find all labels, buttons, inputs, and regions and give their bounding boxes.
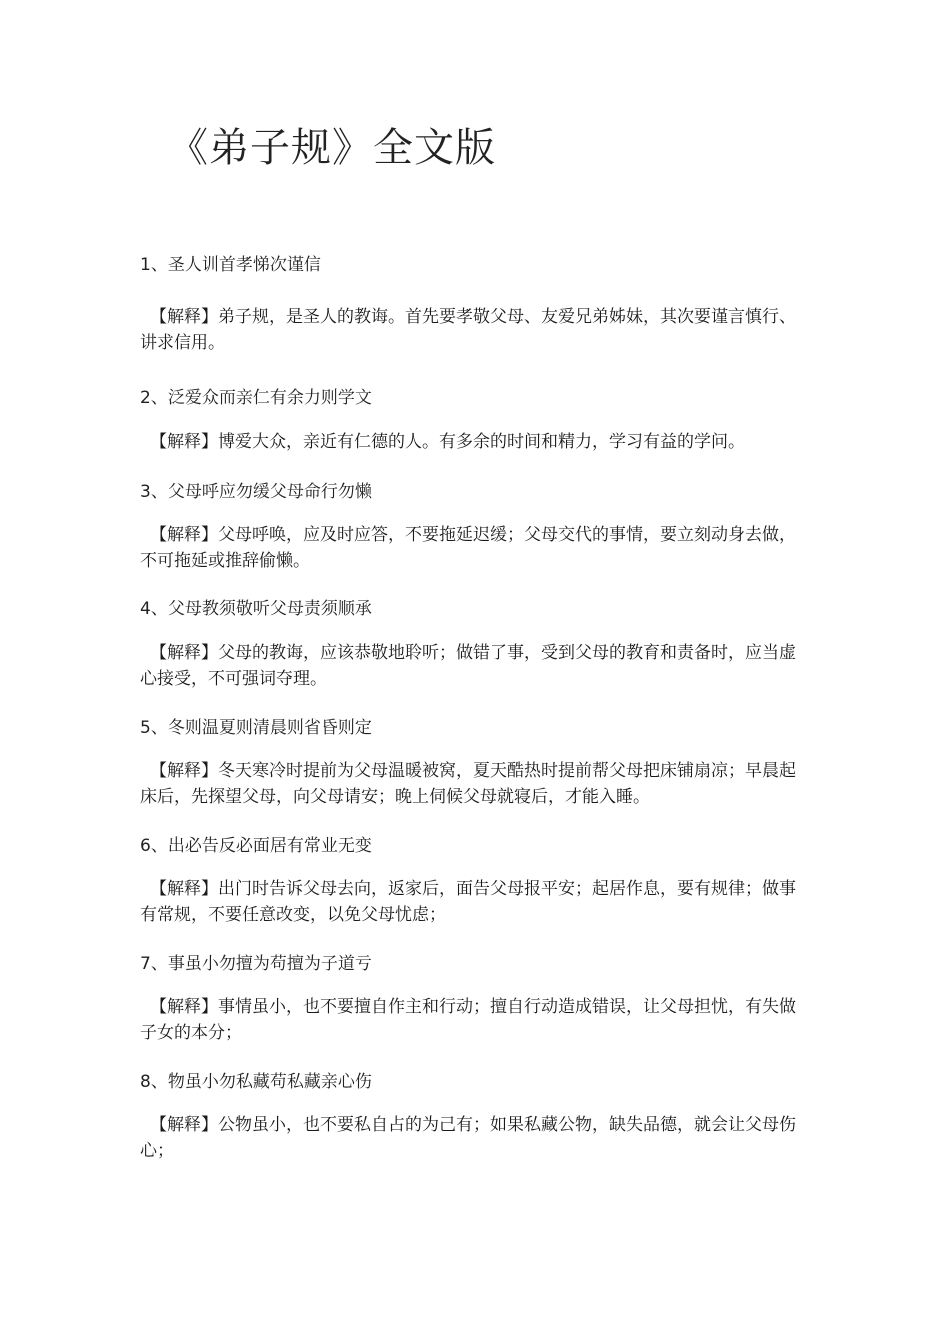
explanation-paragraph-4: 【解释】父母的教诲，应该恭敬地聆听；做错了事，受到父母的教育和责备时，应当虚心接受，不可强词夺理。	[140, 643, 796, 689]
explanation-paragraph-3: 【解释】父母呼唤，应及时应答，不要拖延迟缓；父母交代的事情，要立刻动身去做，不可拖延或推辞偷懒。	[140, 525, 796, 571]
explanation-paragraph-7: 【解释】事情虽小，也不要擅自作主和行动；擅自行动造成错误，让父母担忧，有失做子女的本分；	[140, 997, 796, 1043]
verse-line-8: 8、物虽小勿私藏苟私藏亲心伤	[140, 1072, 372, 1092]
explanation-paragraph-6: 【解释】出门时告诉父母去向，返家后，面告父母报平安；起居作息，要有规律；做事有常规，不要任意改变，以免父母忧虑；	[140, 879, 796, 925]
verse-line-2: 2、泛爱众而亲仁有余力则学文	[140, 388, 372, 408]
explanation-paragraph-1: 【解释】弟子规，是圣人的教诲。首先要孝敬父母、友爱兄弟姊妹，其次要谨言慎行、讲求信用。	[140, 307, 796, 353]
explanation-paragraph-2: 【解释】博爱大众，亲近有仁德的人。有多余的时间和精力，学习有益的学问。	[150, 432, 745, 452]
verse-line-4: 4、父母教须敬听父母责须顺承	[140, 599, 372, 619]
document-title: 《弟子规》全文版	[168, 125, 496, 171]
explanation-paragraph-5: 【解释】冬天寒冷时提前为父母温暖被窝，夏天酷热时提前帮父母把床铺扇凉；早晨起床后，先探望父母，向父母请安；晚上伺候父母就寝后，才能入睡。	[140, 761, 796, 807]
verse-line-5: 5、冬则温夏则清晨则省昏则定	[140, 718, 372, 738]
verse-line-1: 1、圣人训首孝悌次谨信	[140, 255, 321, 275]
explanation-paragraph-8: 【解释】公物虽小，也不要私自占的为己有；如果私藏公物，缺失品德，就会让父母伤心；	[140, 1115, 796, 1161]
verse-line-3: 3、父母呼应勿缓父母命行勿懒	[140, 482, 372, 502]
verse-line-6: 6、出必告反必面居有常业无变	[140, 836, 372, 856]
verse-line-7: 7、事虽小勿擅为苟擅为子道亏	[140, 954, 372, 974]
